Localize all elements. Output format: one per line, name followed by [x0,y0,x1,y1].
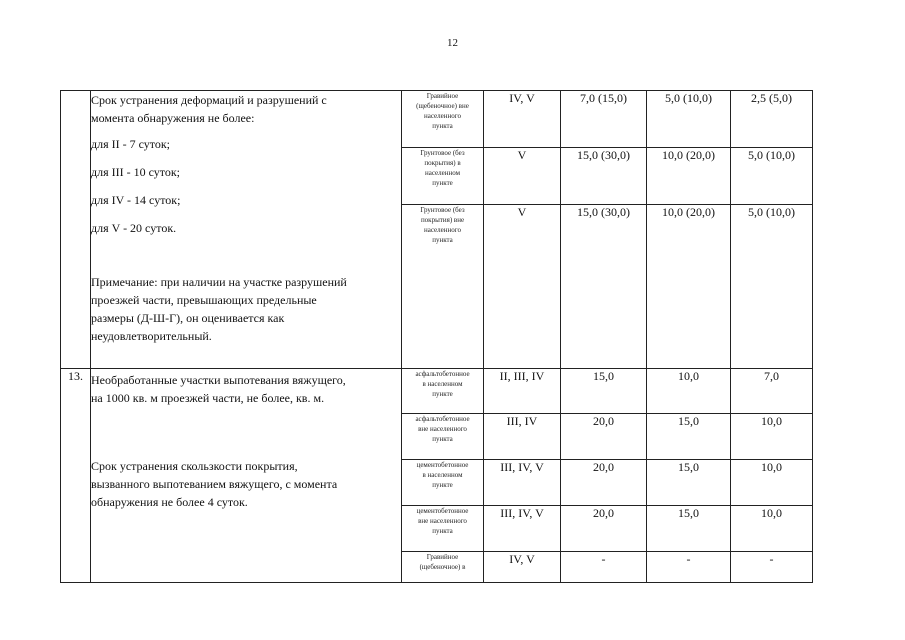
desc-line: для III - 10 суток; [91,165,181,179]
value-cell: 15,0 [647,414,731,460]
norms-table [60,90,813,583]
road-category-cell: IV, V [484,552,561,583]
value-cell: 10,0 [731,460,813,506]
note-line: Примечание: при наличии на участке разрушений [91,275,347,289]
road-category-cell: III, IV [484,414,561,460]
value-cell: 10,0 [731,506,813,552]
table-row [61,369,813,414]
requirement-description-cell [91,91,402,369]
surface-type-cell: Грунтовое (без покрытия) вне населенного пункта [402,205,484,369]
requirement-description-cell [91,369,402,583]
value-cell: 5,0 (10,0) [731,205,813,369]
value-cell: - [647,552,731,583]
value-cell: 15,0 [647,506,731,552]
surface-type-cell: цементобетонное вне населенного пункта [402,506,484,552]
desc-line: обнаружения не более 4 суток. [91,495,248,509]
value-cell: 5,0 (10,0) [647,91,731,148]
surface-type-cell: цементобетонное в населенном пункте [402,460,484,506]
desc-line: вызванного выпотеванием вяжущего, с момента [91,477,338,491]
value-cell: 20,0 [561,460,647,506]
surface-type-cell: Грунтовое (без покрытия) в населенном пункте [402,148,484,205]
road-category-cell: V [484,205,561,369]
surface-type-cell: асфальтобетонное в населенном пункте [402,369,484,414]
desc-line: на 1000 кв. м проезжей части, не более, кв. м. [91,391,325,405]
value-cell: 7,0 [731,369,813,414]
table-row [61,91,813,148]
value-cell: 10,0 (20,0) [647,205,731,369]
road-category-cell: V [484,148,561,205]
value-cell: 15,0 [561,369,647,414]
row-number-cell: 13. [61,369,91,583]
page-number: 12 [447,37,458,49]
road-category-cell: III, IV, V [484,460,561,506]
row-number-cell [61,91,91,369]
value-cell: 15,0 (30,0) [561,148,647,205]
value-cell: - [731,552,813,583]
surface-type-cell: асфальтобетонное вне населенного пункта [402,414,484,460]
value-cell: 10,0 [647,369,731,414]
desc-line: для IV - 14 суток; [91,193,181,207]
road-category-cell: IV, V [484,91,561,148]
value-cell: 15,0 (30,0) [561,205,647,369]
note-line: размеры (Д-Ш-Г), он оценивается как [91,311,285,325]
note-line: проезжей части, превышающих предельные [91,293,317,307]
desc-line: Срок устранения скользкости покрытия, [91,459,298,473]
desc-line: момента обнаружения не более: [91,111,255,125]
value-cell: - [561,552,647,583]
desc-line: Необработанные участки выпотевания вяжущего, [91,373,346,387]
desc-line: для V - 20 суток. [91,221,177,235]
value-cell: 5,0 (10,0) [731,148,813,205]
value-cell: 20,0 [561,414,647,460]
value-cell: 10,0 (20,0) [647,148,731,205]
surface-type-cell: Гравийное (щебеночное) вне населенного пункта [402,91,484,148]
value-cell: 15,0 [647,460,731,506]
road-category-cell: III, IV, V [484,506,561,552]
desc-line: Срок устранения деформаций и разрушений с [91,93,327,107]
surface-type-cell: Гравийное (щебеночное) в [402,552,484,583]
road-category-cell: II, III, IV [484,369,561,414]
note-line: неудовлетворительный. [91,329,212,343]
value-cell: 7,0 (15,0) [561,91,647,148]
value-cell: 20,0 [561,506,647,552]
value-cell: 10,0 [731,414,813,460]
desc-line: для II - 7 суток; [91,137,171,151]
value-cell: 2,5 (5,0) [731,91,813,148]
